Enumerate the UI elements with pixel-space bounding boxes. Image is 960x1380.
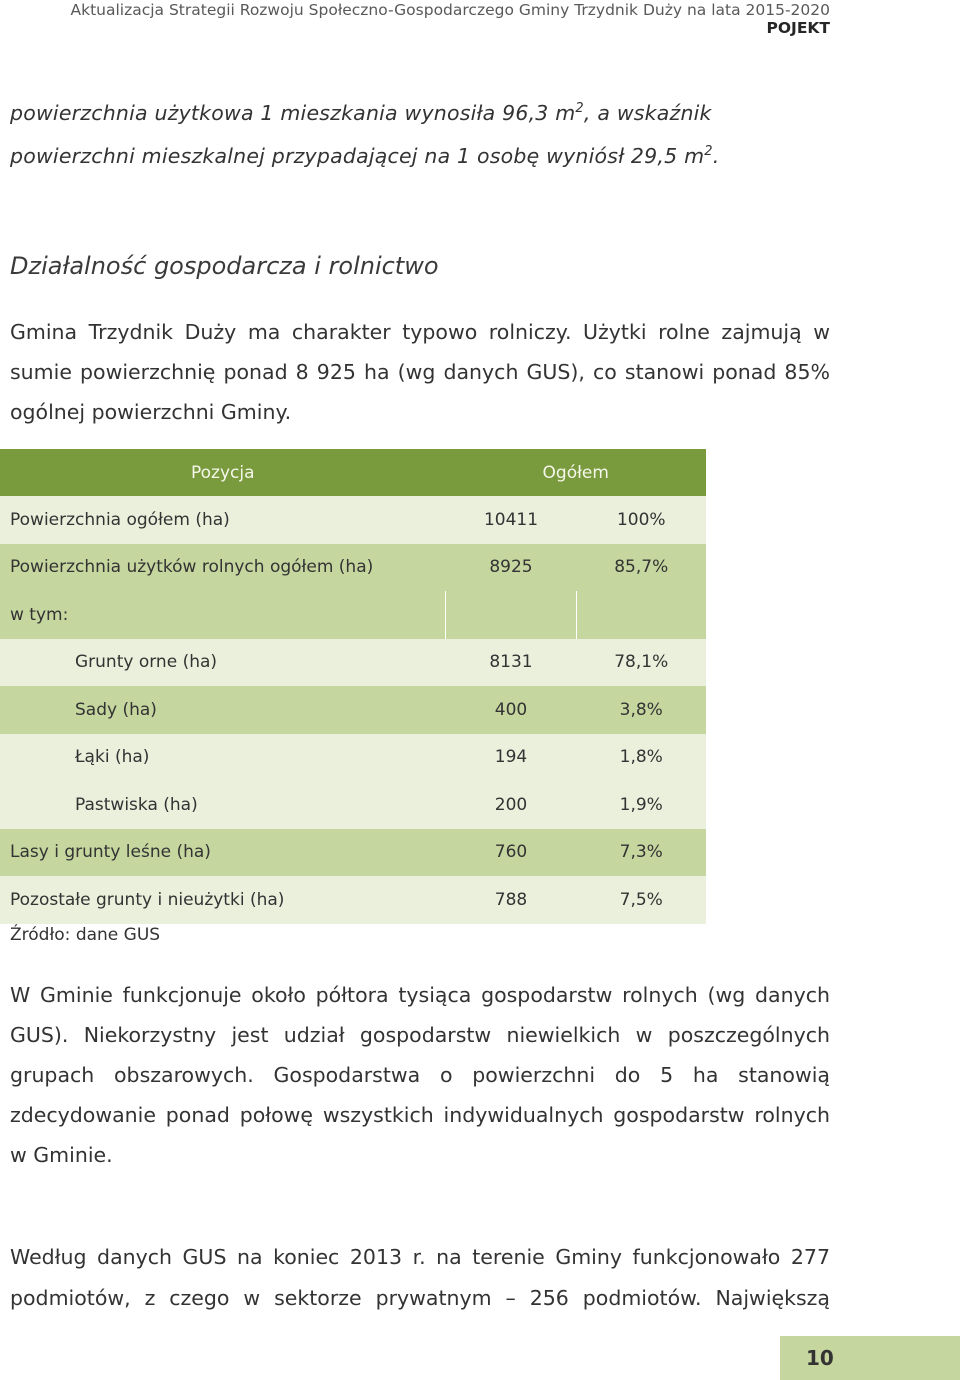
table-row [0,639,706,687]
row-label: Łąki (ha) [0,734,446,782]
row-value: 10411 [446,496,577,544]
row-value: 400 [446,686,577,734]
table-row [0,591,706,639]
row-label: w tym: [0,591,446,639]
table-header-total: Ogółem [446,449,707,496]
row-value [446,591,577,639]
row-percent: 7,5% [577,876,707,924]
table-source: Źródło: dane GUS [10,925,161,945]
row-value: 8925 [446,544,577,592]
page-number: 10 [780,1336,960,1380]
paragraph-farms: W Gminie funkcjonuje około półtora tysiąca gospodarstw rolnych (wg danych GUS). Niekorzystny jest udział gospodarstw niewielkich w poszczególnych grupach obszarowych. Gospodarstwa o powierzchni do 5 ha stanowią zdecydowanie ponad połowę wszystkich indywidualnych gospodarstw rolnych w Gminie. [10,983,830,1167]
row-value: 788 [446,876,577,924]
table-header-position: Pozycja [0,449,446,496]
row-percent: 1,9% [577,781,707,829]
table-header-row [0,449,706,496]
table-row [0,876,706,924]
table-row [0,829,706,877]
document-header-title: Aktualizacja Strategii Rozwoju Społeczno-Gospodarczego Gminy Trzydnik Duży na lata 2015-2020 [70,1,830,19]
row-value: 760 [446,829,577,877]
row-label: Lasy i grunty leśne (ha) [0,829,446,877]
row-percent: 78,1% [577,639,707,687]
row-percent: 1,8% [577,734,707,782]
table-row [0,781,706,829]
row-label: Powierzchnia użytków rolnych ogółem (ha) [0,544,446,592]
row-label: Pastwiska (ha) [0,781,446,829]
document-header-subtitle: POJEKT [766,19,830,37]
row-percent: 7,3% [577,829,707,877]
section-heading: Działalność gospodarcza i rolnictwo [10,252,439,280]
paragraph-housing: powierzchnia użytkowa 1 mieszkania wynosiła 96,3 $m^2$, a wskaźnik powierzchni mieszkalnej przypadającej na 1 osobę wyniósł 29,5 $m^2$. [10,101,720,168]
row-value: 194 [446,734,577,782]
table-row [0,686,706,734]
row-percent: 3,8% [577,686,707,734]
row-label: Sady (ha) [0,686,446,734]
row-label: Pozostałe grunty i nieużytki (ha) [0,876,446,924]
table-row [0,734,706,782]
row-label: Powierzchnia ogółem (ha) [0,496,446,544]
paragraph-agriculture: Gmina Trzydnik Duży ma charakter typowo rolniczy. Użytki rolne zajmują w sumie powierzchnię ponad 8 925 ha (wg danych GUS), co stanowi ponad 85% ogólnej powierzchni Gminy. [10,320,830,424]
table-row [0,496,706,544]
row-percent [577,591,707,639]
row-label: Grunty orne (ha) [0,639,446,687]
row-percent: 85,7% [577,544,707,592]
table-row [0,544,706,592]
land-use-table [0,449,706,924]
paragraph-businesses: Według danych GUS na koniec 2013 r. na terenie Gminy funkcjonowało 277 podmiotów, z czego w sektorze prywatnym – 256 podmiotów. Największą [10,1245,830,1310]
row-value: 200 [446,781,577,829]
row-percent: 100% [577,496,707,544]
row-value: 8131 [446,639,577,687]
